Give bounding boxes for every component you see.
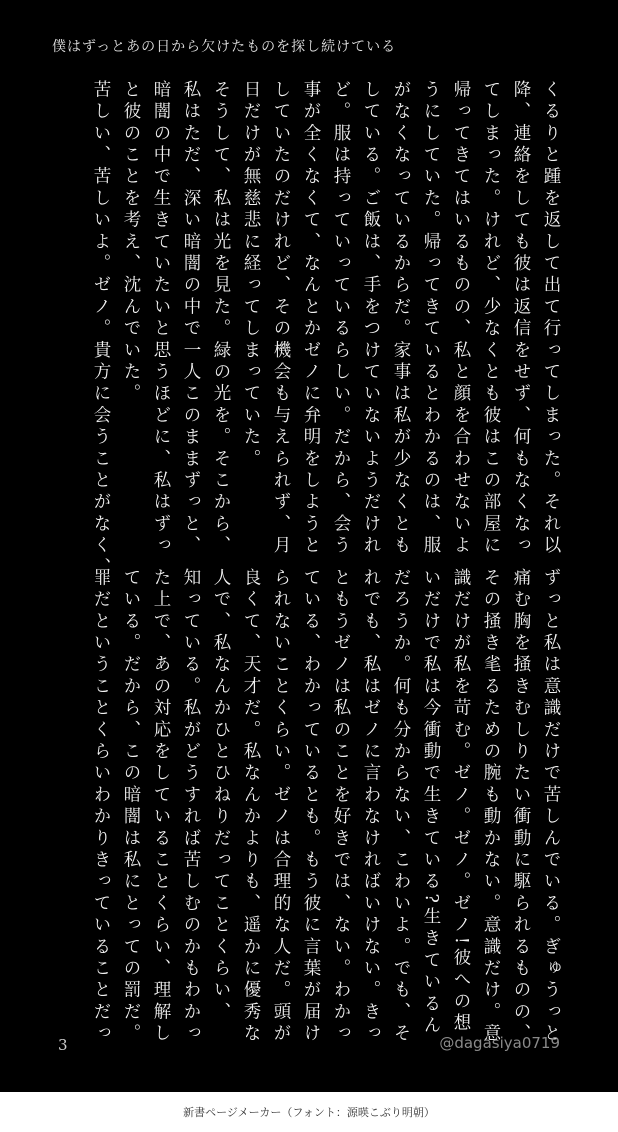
text-line: 知っている。私がどうすれば苦しむのかもわかっ	[181, 568, 201, 1046]
text-line: ている。だから、この暗闇は私にとっての罰だ。	[121, 568, 141, 1046]
text-line: 暗闇の中で生きていたいと思うほどに、私はずっ	[151, 80, 171, 558]
text-line: くるりと踵を返して出て行ってしまった。それ以	[541, 80, 561, 558]
text-line: している。ご飯は、手をつけていないようだけれ	[361, 80, 381, 558]
text-line: していたのだけれど、その機会も与えられず、月	[271, 80, 291, 558]
text-line: 私はただ、深い暗闇の中で一人このままずっと、	[181, 80, 201, 558]
page-number: 3	[58, 1036, 68, 1054]
text-line: そうして、私は光を見た。緑の光を。そこから、	[211, 80, 231, 558]
text-line: その掻き毟るための腕も動かない。意識だけ。意	[481, 568, 501, 1046]
text-line: てしまった。けれど、少なくとも彼はこの部屋に	[481, 80, 501, 558]
page-header-title: 僕はずっとあの日から欠けたものを探し続けている	[52, 39, 397, 55]
text-line: れでも、私はゼノに言わなければいけない。きっ	[361, 568, 381, 1046]
text-line: ともうゼノは私のことを好きでは、ない。わかっ	[331, 568, 351, 1046]
text-line: 人で、私なんかひとひねりだってことくらい、	[211, 568, 231, 1024]
text-line: 事が全くなくて、なんとかゼノに弁明をしようと	[301, 80, 321, 558]
text-line: 識だけが私を苛む。ゼノ。ゼノ。ゼノ!彼への想	[451, 568, 471, 1035]
text-line: た上で、あの対応をしていることくらい、理解し	[151, 568, 171, 1046]
text-line: 良くて、天才だ。私なんかよりも、遥かに優秀な	[241, 568, 261, 1046]
text-line: 痛む胸を掻きむしりたい衝動に駆られるものの、	[511, 568, 531, 1046]
text-block-top	[86, 80, 566, 579]
text-line: ど。服は持っていっているらしい。だから、会う	[331, 80, 351, 558]
footer-credit: 新書ページメーカー（フォント：源暎こぶり明朝）	[0, 1092, 618, 1132]
text-line: 降、連絡をしても彼は返信をせず、何もなくなっ	[511, 80, 531, 558]
text-line: 日だけが無慈悲に経ってしまっていた。	[241, 80, 261, 471]
author-handle: @dagasiya0719	[439, 1034, 560, 1052]
text-line: 帰ってきてはいるものの、私と顔を合わせないよ	[451, 80, 471, 558]
text-line: がなくなっているからだ。家事は私が少なくとも	[391, 80, 411, 558]
text-line: だろうか。何も分からない、こわいよ。でも、そ	[391, 568, 411, 1046]
text-line: いだけで私は今衝動で生きている?生きているん	[421, 568, 441, 1038]
text-block-bottom	[86, 568, 566, 1045]
text-line: ずっと私は意識だけで苦しんでいる。ぎゅうっと	[541, 568, 561, 1046]
text-line: られないことくらい。ゼノは合理的な人だ。頭が	[271, 568, 291, 1046]
text-line: ている、わかっているとも。もう彼に言葉が届け	[301, 568, 321, 1046]
text-line: と彼のことを考え、沈んでいた。	[121, 80, 141, 406]
text-line: 罪だということくらいわかりきっていることだっ	[91, 568, 111, 1046]
text-line: 苦しい、苦しいよ。ゼノ。貴方に会うことがなく、	[91, 80, 111, 580]
text-line: うにしていた。帰ってきているとわかるのは、服	[421, 80, 441, 558]
